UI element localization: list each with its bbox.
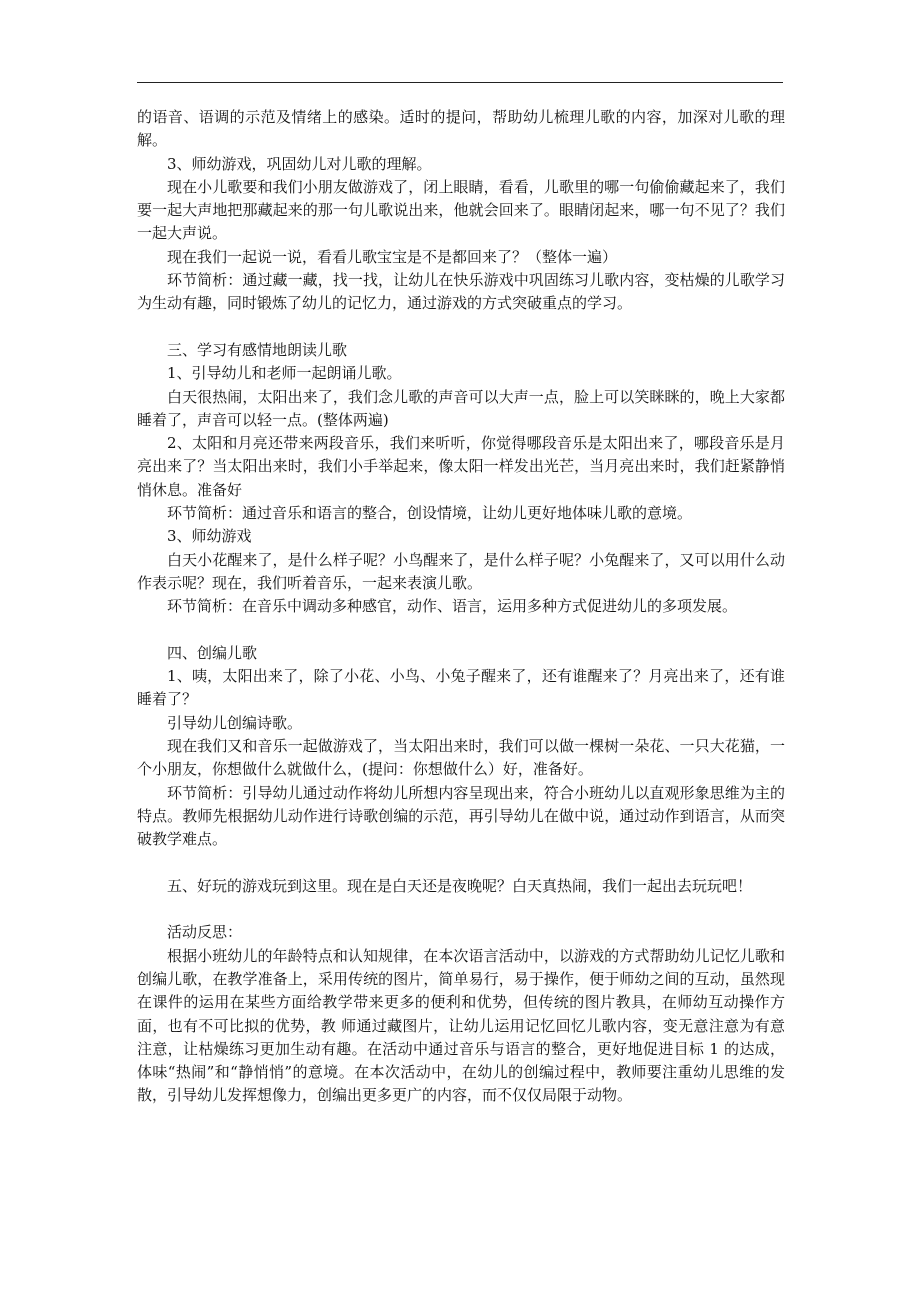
- paragraph: 根据小班幼儿的年龄特点和认知规律，在本次语言活动中，以游戏的方式帮助幼儿记忆儿歌和创编儿歌，在教学准备上，采用传统的图片，简单易行，易于操作，便于师幼之间的互动，虽然现在课件的运用在某些方面给教学带来更多的便利和优势，但传统的图片教具，在师幼互动操作方面，也有不可比拟的优势，教 师通过藏图片，让幼儿运用记忆回忆儿歌内容，变无意注意为有意注意，让枯燥练习更加生动有趣。在活动中通过音乐与语言的整合，更好地促进目标 1 的达成，体味“热闹”和“静悄悄”的意境。在本次活动中，在幼儿的创编过程中，教师要注重幼儿思维的发散，引导幼儿发挥想像力，创编出更多更广的内容，而不仅仅局限于动物。: [137, 946, 785, 1105]
- paragraph: 1、咦，太阳出来了，除了小花、小鸟、小兔子醒来了，还有谁醒来了？月亮出来了，还有谁睡着了？: [137, 667, 785, 709]
- blank-line: [137, 619, 785, 642]
- paragraph: 环节简析：在音乐中调动多种感官，动作、语言，运用多种方式促进幼儿的多项发展。: [167, 597, 738, 616]
- paragraph: 环节简析：引导幼儿通过动作将幼儿所想内容呈现出来，符合小班幼儿以直观形象思维为主的特点。教师先根据幼儿动作进行诗歌创编的示范，再引导幼儿在做中说，通过动作到语言，从而突破教学难点。: [137, 783, 785, 849]
- paragraph: 3、师幼游戏: [167, 527, 252, 546]
- paragraph: 1、引导幼儿和老师一起朗诵儿歌。: [167, 364, 402, 383]
- paragraph: 2、太阳和月亮还带来两段音乐，我们来听听，你觉得哪段音乐是太阳出来了，哪段音乐是月亮出来了？当太阳出来时，我们小手举起来，像太阳一样发出光芒，当月亮出来时，我们赶紧静悄悄休息。准备好: [137, 434, 785, 499]
- paragraph: 三、学习有感情地朗读儿歌: [167, 340, 348, 359]
- paragraph: 引导幼儿创编诗歌。: [167, 713, 303, 732]
- blank-line: [137, 852, 785, 875]
- paragraph: 环节简析：通过藏一藏，找一找，让幼儿在快乐游戏中巩固练习儿歌内容，变枯燥的儿歌学习为生动有趣，同时锻炼了幼儿的记忆力，通过游戏的方式突破重点的学习。: [137, 271, 785, 313]
- paragraph: 现在我们又和音乐一起做游戏了，当太阳出来时，我们可以做一棵树一朵花、一只大花猫，一个小朋友，你想做什么就做什么，(提问：你想做什么）好，准备好。: [137, 737, 785, 779]
- blank-line: [137, 898, 785, 921]
- paragraph: 3、师幼游戏，巩固幼儿对儿歌的理解。: [167, 154, 432, 173]
- paragraph: 的语音、语调的示范及情绪上的感染。适时的提问，帮助幼儿梳理儿歌的内容，加深对儿歌的理解。: [137, 108, 785, 150]
- paragraph: 现在小儿歌要和我们小朋友做游戏了，闭上眼睛，看看，儿歌里的哪一句偷偷藏起来了，我们要一起大声地把那藏起来的那一句儿歌说出来，他就会回来了。眼睛闭起来，哪一句不见了？我们一起大声说。: [137, 177, 785, 243]
- paragraph: 活动反思：: [167, 923, 243, 942]
- document-body: [137, 106, 785, 1108]
- paragraph: 环节简析：通过音乐和语言的整合，创设情境，让幼儿更好地体味儿歌的意境。: [167, 504, 693, 523]
- paragraph: 现在我们一起说一说，看看儿歌宝宝是不是都回来了？（整体一遍）: [167, 247, 618, 266]
- header-rule: [137, 82, 783, 83]
- paragraph: 白天很热闹，太阳出来了，我们念儿歌的声音可以大声一点，脸上可以笑眯眯的，晚上大家都睡着了，声音可以轻一点。(整体两遍): [137, 387, 785, 429]
- paragraph: 五、好玩的游戏玩到这里。现在是白天还是夜晚呢？白天真热闹，我们一起出去玩玩吧！: [167, 876, 753, 895]
- blank-line: [137, 316, 785, 339]
- paragraph: 四、创编儿歌: [167, 643, 258, 662]
- paragraph: 白天小花醒来了，是什么样子呢？小鸟醒来了，是什么样子呢？小兔醒来了，又可以用什么动作表示呢？现在，我们听着音乐，一起来表演儿歌。: [137, 550, 785, 592]
